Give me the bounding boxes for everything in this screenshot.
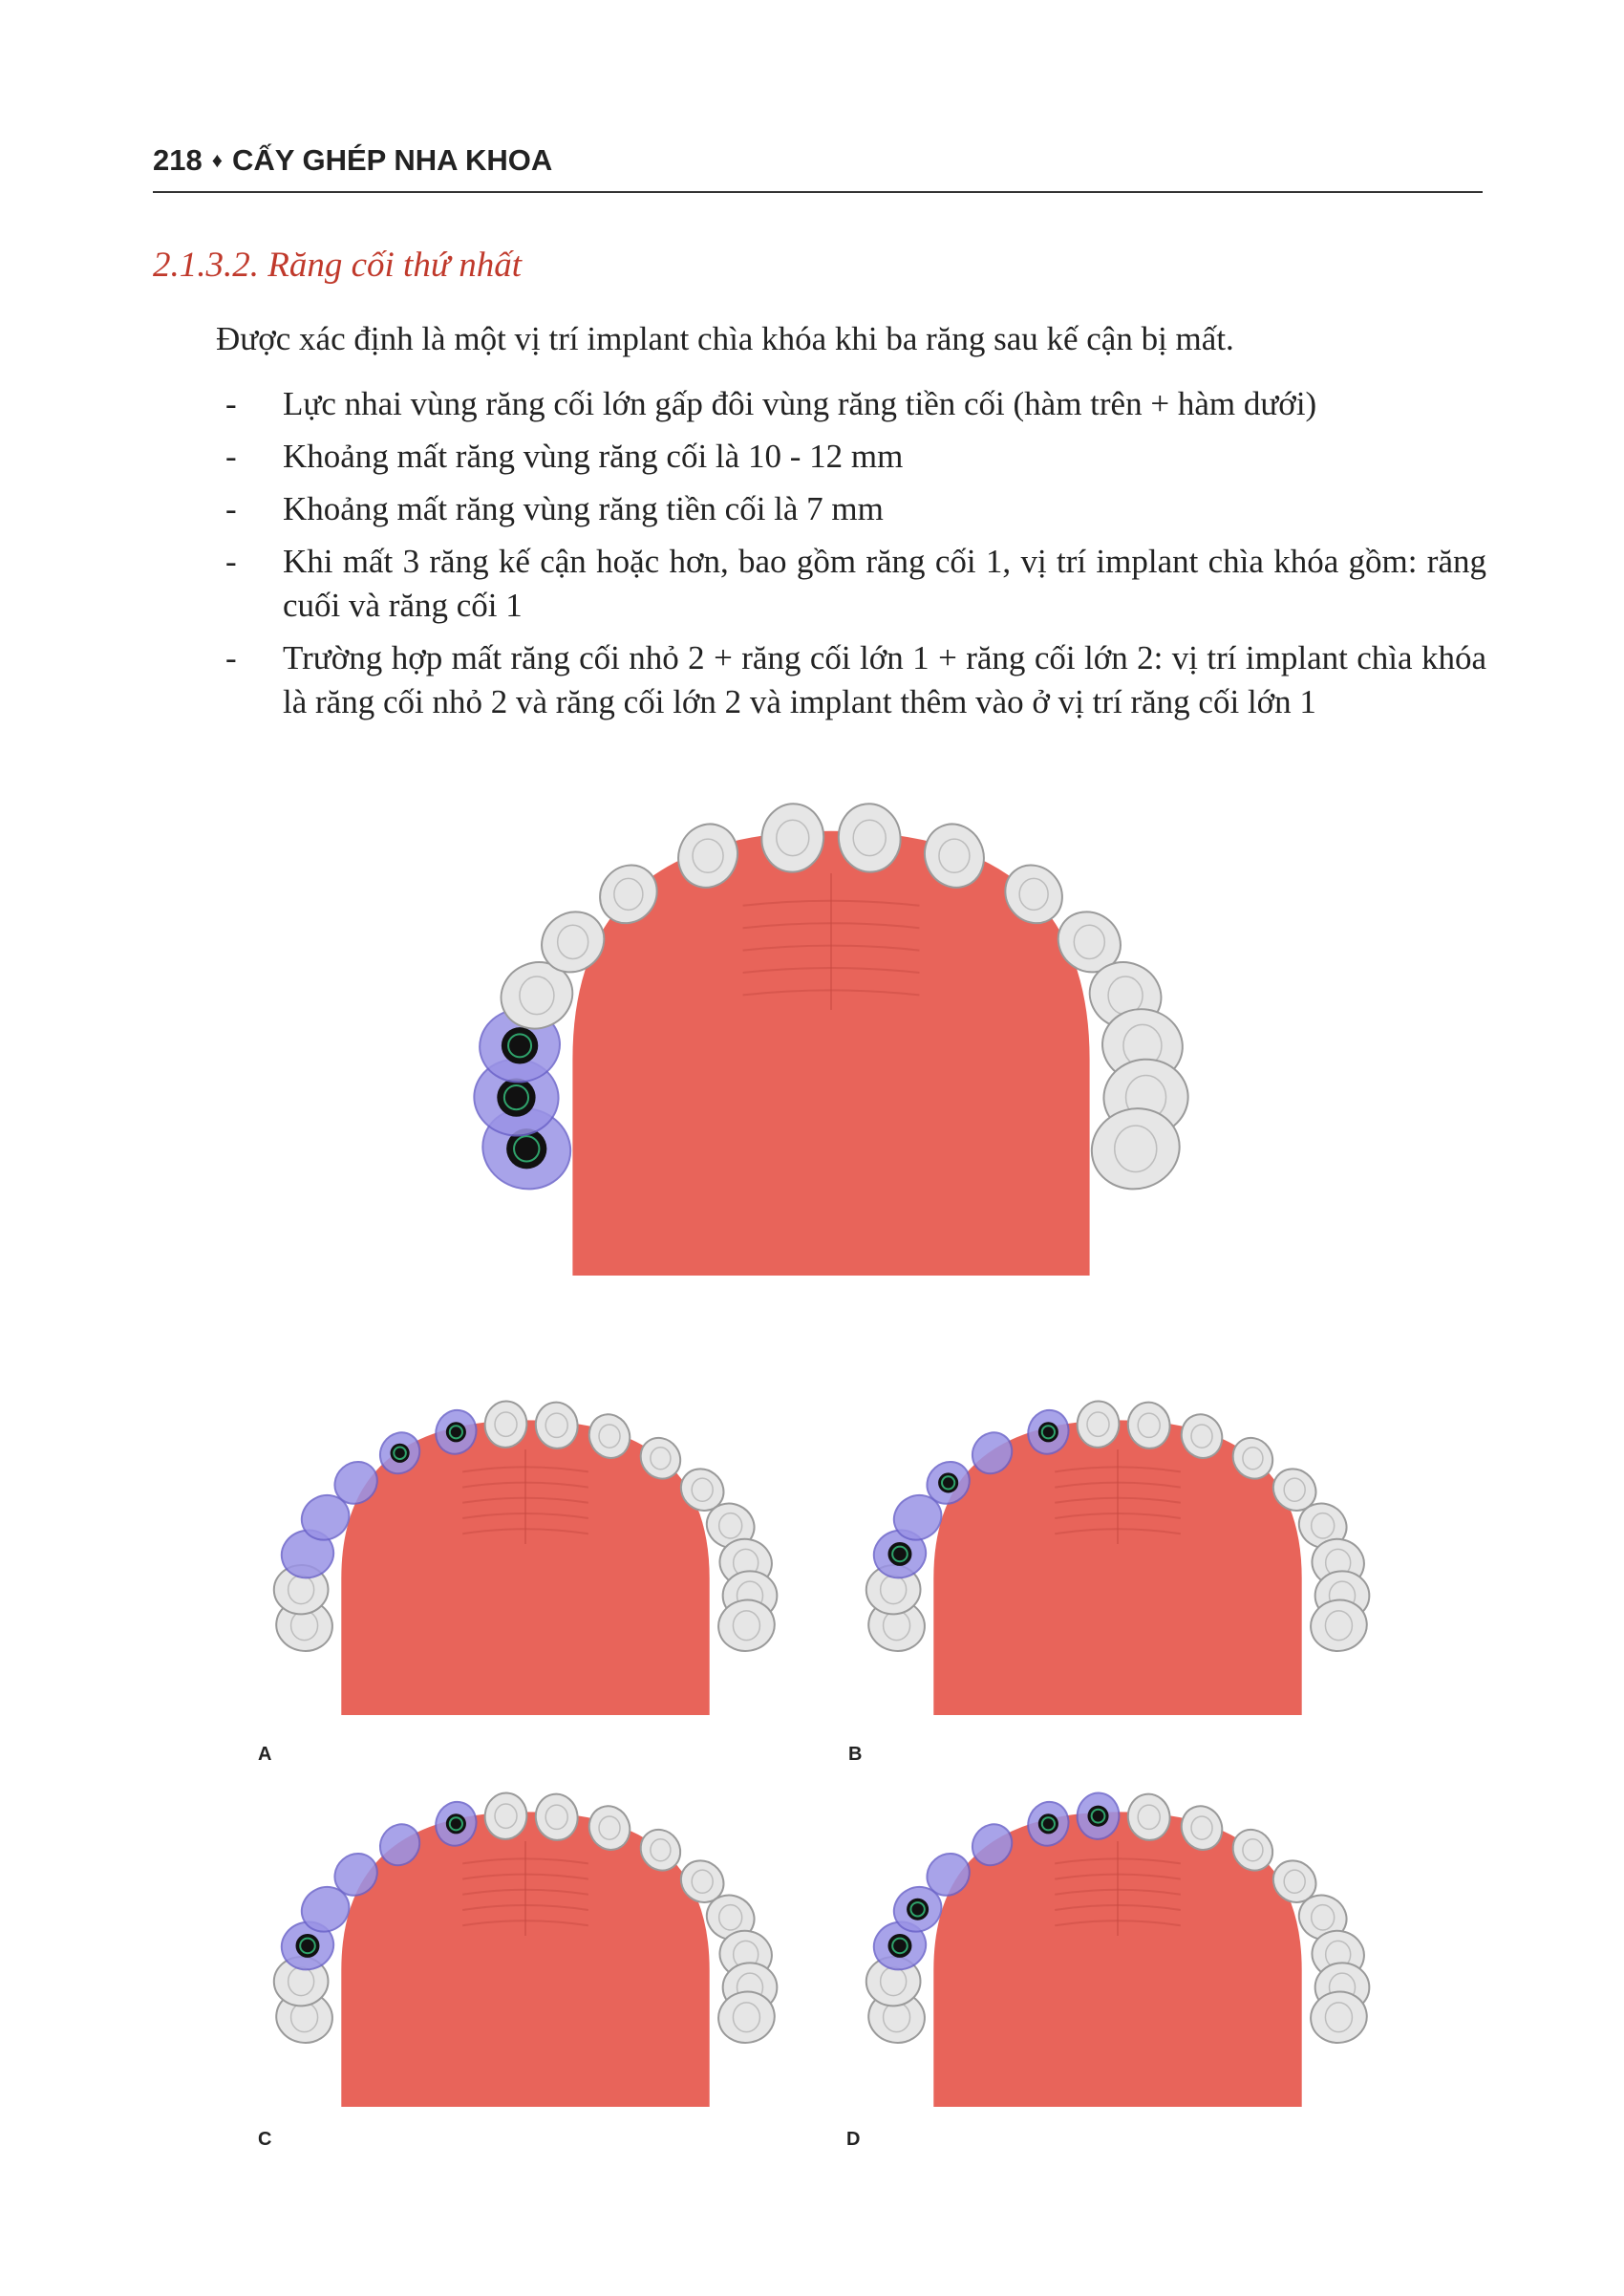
list-item [216,435,1486,479]
arch-figure-d [850,1792,1385,2107]
arch-figure-b [850,1400,1385,1715]
bullet-list [216,382,1486,733]
bullet-dash: - [225,438,237,475]
list-item [216,540,1486,628]
bullet-dash: - [225,385,237,422]
main-arch-figure [468,798,1194,1276]
page-header [153,141,1483,193]
list-item-text: Lực nhai vùng răng cối lớn gấp đôi vùng răng tiền cối (hàm trên + hàm dưới) [283,385,1317,422]
list-item-text: Khoảng mất răng vùng răng tiền cối là 7 mm [283,490,884,527]
bullet-dash: - [225,543,237,580]
list-item-text: Khi mất 3 răng kế cận hoặc hơn, bao gồm răng cối 1, vị trí implant chìa khóa gồm: răng cuối và răng cối 1 [283,543,1486,624]
list-item-text: Khoảng mất răng vùng răng cối là 10 - 12 mm [283,438,904,475]
figure-label-a: A [258,1744,272,1765]
list-item [216,636,1486,724]
list-item [216,487,1486,531]
arch-figure-c [258,1792,793,2107]
figure-label-b: B [848,1744,863,1765]
section-intro: Được xác định là một vị trí implant chìa khóa khi ba răng sau kế cận bị mất. [216,320,1234,357]
page-number: 218 [153,143,203,177]
implant-marker [497,1078,535,1116]
book-title: CẤY GHÉP NHA KHOA [231,143,553,177]
figure-label-d: D [846,2129,861,2150]
section-title: 2.1.3.2. Răng cối thứ nhất [153,246,523,285]
figure-label-c: C [258,2129,272,2150]
arch-figure-a [258,1400,793,1715]
bullet-dash: - [225,639,237,676]
header-diamond-icon: ♦ [211,148,223,172]
list-item [216,382,1486,426]
bullet-dash: - [225,490,237,527]
list-item-text: Trường hợp mất răng cối nhỏ 2 + răng cối lớn 1 + răng cối lớn 2: vị trí implant chìa khóa là răng cối nhỏ 2 và răng cối lớn 2 và implant thêm vào ở vị trí răng cối lớn 1 [283,639,1486,720]
implant-marker [502,1027,538,1063]
